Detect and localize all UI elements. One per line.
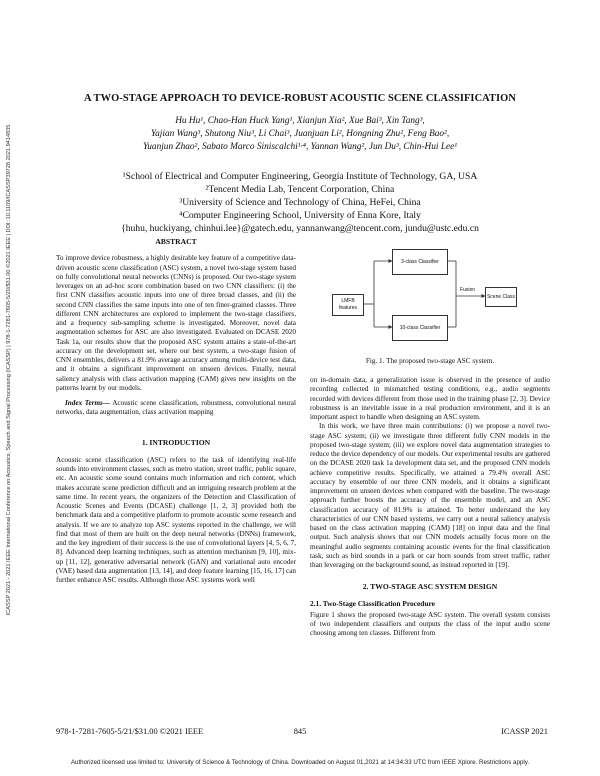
left-column xyxy=(56,237,296,585)
intro-heading: 1. INTRODUCTION xyxy=(141,437,211,447)
license-note: Authorized licensed use limited to: University of Science & Technology of China. Downloaded on August 01,2021 at 14:34:33 UTC from IEEE Xplore. Restrictions apply. xyxy=(70,759,530,766)
doi-sidebar-text: ICASSP 2021 - 2021 IEEE International Conference on Acoustics, Speech and Signal Processing (ICASSP) | 978-1-7281-7605-5/20/$31.00 ©2021 IEEE | DOI: 10.1109/ICASSP39728.2021.9414835 xyxy=(6,124,12,616)
figure-1 xyxy=(310,237,550,352)
figure-caption: Fig. 1. The proposed two-stage ASC system. xyxy=(365,357,495,365)
right-paragraph: Figure 1 shows the proposed two-stage ASC system. The overall system consists of two independent classifiers and outputs the class of the input audio scene choosing among ten classes. Different from xyxy=(310,610,550,638)
affiliation-list xyxy=(40,170,560,235)
ten-class-classifier-box: 10-class Classifier xyxy=(392,315,448,341)
page-number: 845 xyxy=(293,727,307,736)
index-terms-label: Index Terms— xyxy=(65,399,111,407)
author-list xyxy=(60,115,540,154)
right-paragraph: on in-domain data, a generalization issue is observed in the presence of audio recording collected in mismatched testing conditions, e.g., audio segments recorded with devices different from those used in the training phase [2, 3]. Device robustness is an inevitable issue in a real production environment, and it is an important aspect to handle when designing an ASC system. xyxy=(310,376,550,421)
author-line: Yajian Wang³, Shutong Niu³, Li Chai³, Juanjuan Li², Hongning Zhu², Feng Bao², xyxy=(150,129,450,139)
footer-isbn: 978-1-7281-7605-5/21/$31.00 ©2021 IEEE xyxy=(56,727,204,736)
affiliation-line: ³University of Science and Technology of China, HeFei, China xyxy=(179,197,421,208)
scene-class-box: Scene Class xyxy=(485,287,517,307)
abstract-text: To improve device robustness, a highly desirable key feature of a competitive data-driven acoustic scene classification (ASC) system, a novel two-stage system based on fully convolutional neural networks (CNNs) is proposed. Our two-stage system leverages on an ad-hoc score combination based on two CNN classifiers: (i) the first CNN classifies acoustic inputs into one of three broad classes, and (ii) the second CNN classifies the same inputs into one of ten finer-grained classes. Three different CNN architectures are explored to implement the two-stage classifiers, and a frequency sub-sampling scheme is investigated. Moreover, novel data augmentation schemes for ASC are also investigated. Evaluated on DCASE 2020 Task 1a, our results show that the proposed ASC system attains a state-of-the-art accuracy on the development set, where our best system, a two-stage fusion of CNN ensembles, delivers a 81.9% average accuracy among multi-device test data, and it obtains a significant improvement on unseen devices. Finally, neural saliency analysis with class activation mapping (CAM) gives new insights on the patterns learnt by our models. xyxy=(56,254,296,392)
author-line: Yuanjun Zhao², Sabato Marco Siniscalchi¹·⁴, Yannan Wang², Jun Du³, Chin-Hui Lee¹ xyxy=(142,142,458,152)
affiliation-line: ¹School of Electrical and Computer Engineering, Georgia Institute of Technology, GA, USA xyxy=(122,171,478,182)
index-terms xyxy=(56,399,296,418)
subsection-heading: 2.1. Two-Stage Classification Procedure xyxy=(310,598,435,608)
doi-sidebar xyxy=(3,60,15,680)
index-terms-text: Acoustic scene classification, robustness, convolutional neural networks, data augmentation, class activation mapping xyxy=(56,399,296,417)
right-paragraph: In this work, we have three main contributions: (i) we propose a novel two-stage ASC system; (ii) we investigate three different fully CNN models in the proposed two-stage system; (iii) we explore novel data augmentation strategies to reduce the device dependency of our models. Our experimental results are gathered on the DCASE 2020 task 1a development data set, and the proposed CNN models achieve competitive results. Specifically, we attained a 79.4% overall ASC accuracy by ensemble of our three CNN models, and it obtains a significant improvement on unseen devices when compared with the baseline. The two-stage approach further boosts the accuracy of the ensemble model, and an ASC classification accuracy of 81.9% is attained. To better understand the key characteristics of our CNN based systems, we carry out a neural saliency analysis based on the class activation mapping (CAM) [18] on input data and the final output. Such analysis shows that our CNN models actually focus more on the meaningful audio segments containing acoustic events for the final classification task, such as bird sounds in a park or car horn sounds from street traffic, rather than leveraging on the background sound, as instead reported in [19]. xyxy=(310,422,550,569)
affiliation-line: ⁴Computer Engineering School, University of Enna Kore, Italy xyxy=(179,210,421,221)
fusion-label: Fusion xyxy=(460,287,476,293)
section-2-heading: 2. TWO-STAGE ASC SYSTEM DESIGN xyxy=(362,582,498,592)
footer-conference: ICASSP 2021 xyxy=(501,727,548,736)
author-line: Hu Hu¹, Chao-Han Huck Yang¹, Xianjun Xia², Xue Bai³, Xin Tang³, xyxy=(175,116,425,126)
email-line: {huhu, huckiyang, chinhui.lee}@gatech.edu, yannanwang@tencent.com, jundu@ustc.edu.cn xyxy=(121,223,479,234)
right-column xyxy=(310,376,550,639)
affiliation-line: ²Tencent Media Lab, Tencent Corporation, China xyxy=(205,184,395,195)
paper-title: A TWO-STAGE APPROACH TO DEVICE-ROBUST ACOUSTIC SCENE CLASSIFICATION xyxy=(84,93,516,104)
three-class-classifier-box: 3-class Classifier xyxy=(392,249,448,275)
input-features-box: LMFB features xyxy=(332,294,364,316)
intro-paragraph: Acoustic scene classification (ASC) refers to the task of identifying real-life sounds into environment classes, such as metro station, street traffic, public square, etc. An acoustic scene sound contains much information and rich content, which makes accurate scene prediction difficult and an intriguing research problem at the same time. In recent years, the organizers of the Detection and Classification of Acoustic Scenes and Events (DCASE) challenge [1, 2, 3] provided both the benchmark data and a competitive platform to promote acoustic scene research and analysis. If we are to analyze top ASC systems reported in the challenge, we will find that most of them are built on the deep neural networks (DNNs) framework, and the key ingredient of their success is the use of convolutional layers [4, 5, 6, 7, 8]. Advanced deep learning techniques, such as attention mechanism [9, 10], mix-up [11, 12], generative adversarial network (GAN) and variational auto encoder (VAE) based data augmentation [13, 14], and deep feature learning [15, 16, 17] can further enhance ASC results. Although those ASC systems work well xyxy=(56,455,296,584)
abstract-heading: ABSTRACT xyxy=(155,237,197,246)
